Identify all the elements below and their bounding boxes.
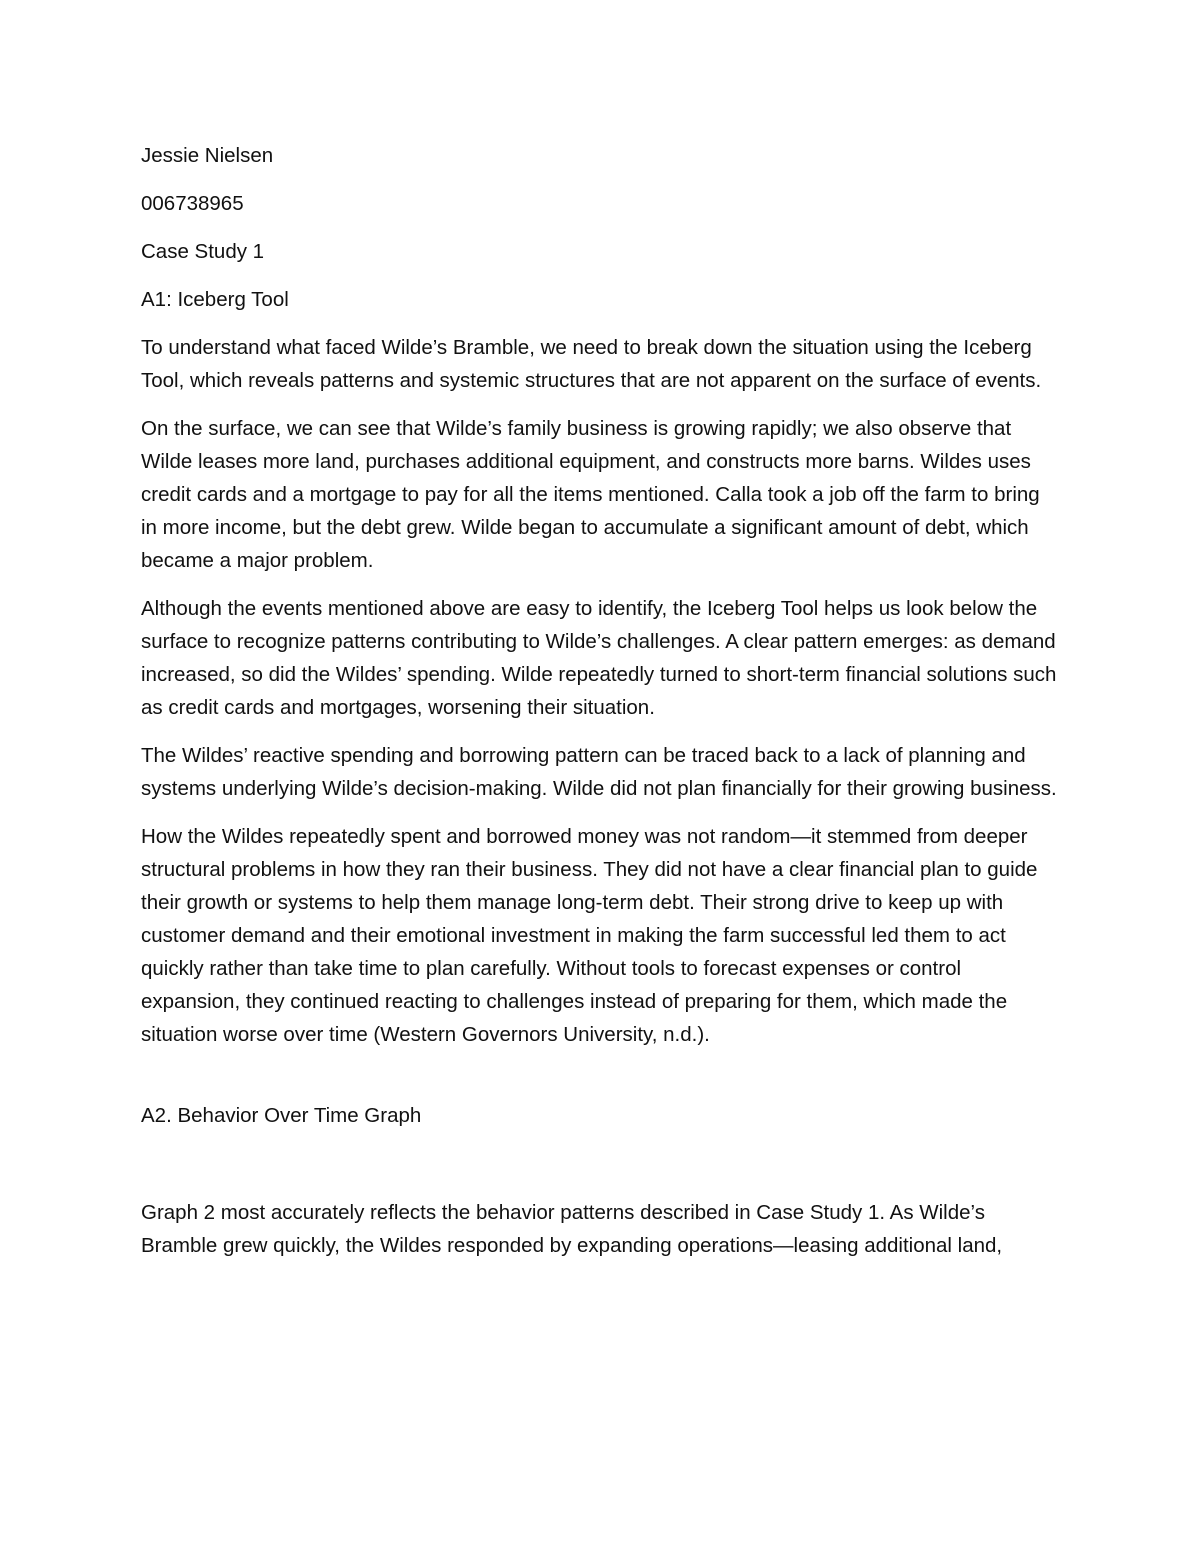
section-heading-a1: A1: Iceberg Tool (141, 288, 289, 311)
paragraph-a1-5: How the Wildes repeatedly spent and borrowed money was not random—it stemmed from deeper structural problems in how they ran their business. They did not have a clear financial plan to guide their growth or systems to help them manage long-term debt. Their strong drive to keep up with customer demand and their emotional investment in making the farm successful led them to act quickly rather than take time to plan carefully. Without tools to forecast expenses or control expansion, they continued reacting to challenges instead of preparing for them, which made the situation worse over time (Western Governors University, n.d.). (141, 825, 1038, 1046)
paragraph-a1-2: On the surface, we can see that Wilde’s family business is growing rapidly; we also observe that Wilde leases more land, purchases additional equipment, and constructs more barns. Wildes uses credit cards and a mortgage to pay for all the items mentioned. Calla took a job off the farm to bring in more income, but the debt grew. Wilde began to accumulate a significant amount of debt, which became a major problem. (141, 417, 1040, 572)
student-id: 006738965 (141, 192, 244, 215)
paragraph-a2-1: Graph 2 most accurately reflects the behavior patterns described in Case Study 1. As Wilde’s Bramble grew quickly, the Wildes responded by expanding operations—leasing additional land, (141, 1201, 1003, 1257)
paragraph-a1-3: Although the events mentioned above are easy to identify, the Iceberg Tool helps us look below the surface to recognize patterns contributing to Wilde’s challenges. A clear pattern emerges: as demand increased, so did the Wildes’ spending. Wilde repeatedly turned to short-term financial solutions such as credit cards and mortgages, worsening their situation. (141, 597, 1057, 719)
section-heading-a2: A2. Behavior Over Time Graph (141, 1104, 422, 1127)
document-title: Case Study 1 (141, 240, 265, 263)
document-body (141, 139, 1061, 1277)
author-name: Jessie Nielsen (141, 144, 274, 167)
paragraph-a1-1: To understand what faced Wilde’s Bramble, we need to break down the situation using the Iceberg Tool, which reveals patterns and systemic structures that are not apparent on the surface of events. (141, 336, 1042, 392)
paragraph-a1-4: The Wildes’ reactive spending and borrowing pattern can be traced back to a lack of planning and systems underlying Wilde’s decision-making. Wilde did not plan financially for their growing business. (141, 744, 1057, 800)
